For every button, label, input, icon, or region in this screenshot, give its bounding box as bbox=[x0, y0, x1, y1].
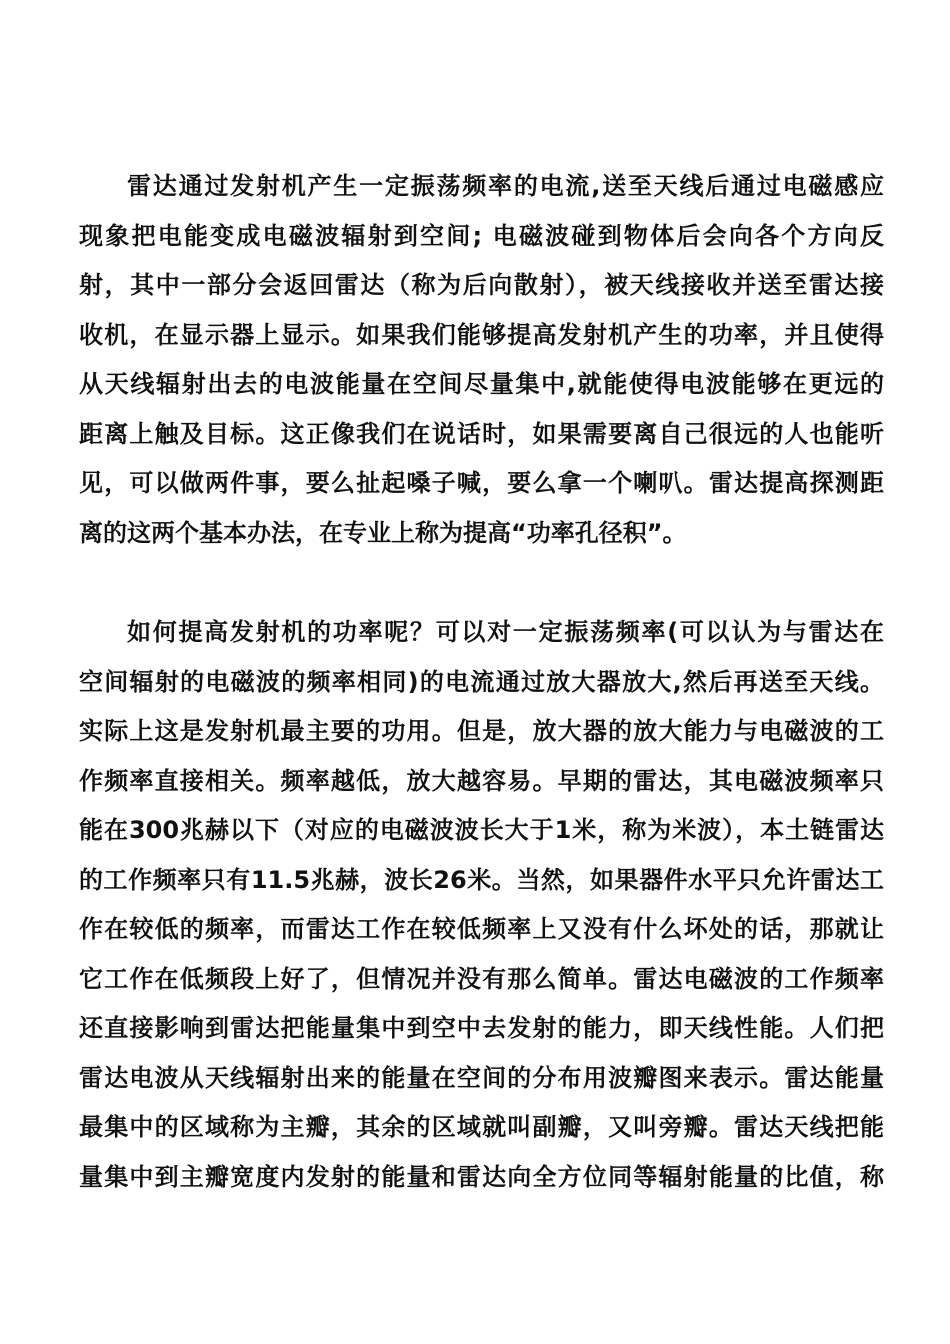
paragraph-line: 能在300兆赫以下（对应的电磁波波长大于1米，称为米波），本土链雷达 bbox=[79, 816, 884, 844]
paragraph-line: 射，其中一部分会返回雷达（称为后向散射），被天线接收并送至雷达接 bbox=[79, 271, 884, 299]
paragraph-line: 如何提高发射机的功率呢？可以对一定振荡频率(可以认为与雷达在 bbox=[127, 618, 884, 646]
paragraph-line: 收机，在显示器上显示。如果我们能够提高发射机产生的功率，并且使得 bbox=[79, 320, 884, 349]
paragraph-2 bbox=[79, 608, 884, 1202]
paragraph-line: 现象把电能变成电磁波辐射到空间; 电磁波碰到物体后会向各个方向反 bbox=[79, 221, 884, 250]
paragraph-line: 作在较低的频率，而雷达工作在较低频率上又没有什么坏处的话，那就让 bbox=[79, 915, 884, 943]
paragraph-line: 作频率直接相关。频率越低，放大越容易。早期的雷达，其电磁波频率只 bbox=[79, 766, 884, 795]
paragraph-line: 从天线辐射出去的电波能量在空间尽量集中,就能使得电波能够在更远的 bbox=[79, 370, 884, 398]
paragraph-line: 见，可以做两件事，要么扯起嗓子喊，要么拿一个喇叭。雷达提高探测距 bbox=[79, 469, 884, 497]
paragraph-line: 离的这两个基本办法，在专业上称为提高“功率孔径积”。 bbox=[79, 518, 687, 547]
paragraph-line: 距离上触及目标。这正像我们在说话时，如果需要离自己很远的人也能听 bbox=[79, 419, 884, 448]
paragraph-line: 雷达电波从天线辐射出来的能量在空间的分布用波瓣图来表示。雷达能量 bbox=[79, 1063, 884, 1092]
paragraph-line: 空间辐射的电磁波的频率相同)的电流通过放大器放大,然后再送至天线。 bbox=[79, 667, 884, 696]
paragraph-line: 雷达通过发射机产生一定振荡频率的电流,送至天线后通过电磁感应 bbox=[127, 172, 884, 200]
paragraph-1 bbox=[79, 162, 884, 558]
paragraph-line: 实际上这是发射机最主要的功用。但是，放大器的放大能力与电磁波的工 bbox=[79, 717, 884, 745]
paragraph-line: 量集中到主瓣宽度内发射的能量和雷达向全方位同等辐射能量的比值，称 bbox=[79, 1162, 884, 1191]
paragraph-line: 它工作在低频段上好了，但情况并没有那么简单。雷达电磁波的工作频率 bbox=[79, 964, 884, 993]
paragraph-line: 还直接影响到雷达把能量集中到空中去发射的能力，即天线性能。人们把 bbox=[79, 1014, 884, 1042]
paragraph-line: 的工作频率只有11.5兆赫，波长26米。当然，如果器件水平只允许雷达工 bbox=[79, 865, 884, 894]
paragraph-line: 最集中的区域称为主瓣，其余的区域就叫副瓣，又叫旁瓣。雷达天线把能 bbox=[79, 1113, 884, 1141]
